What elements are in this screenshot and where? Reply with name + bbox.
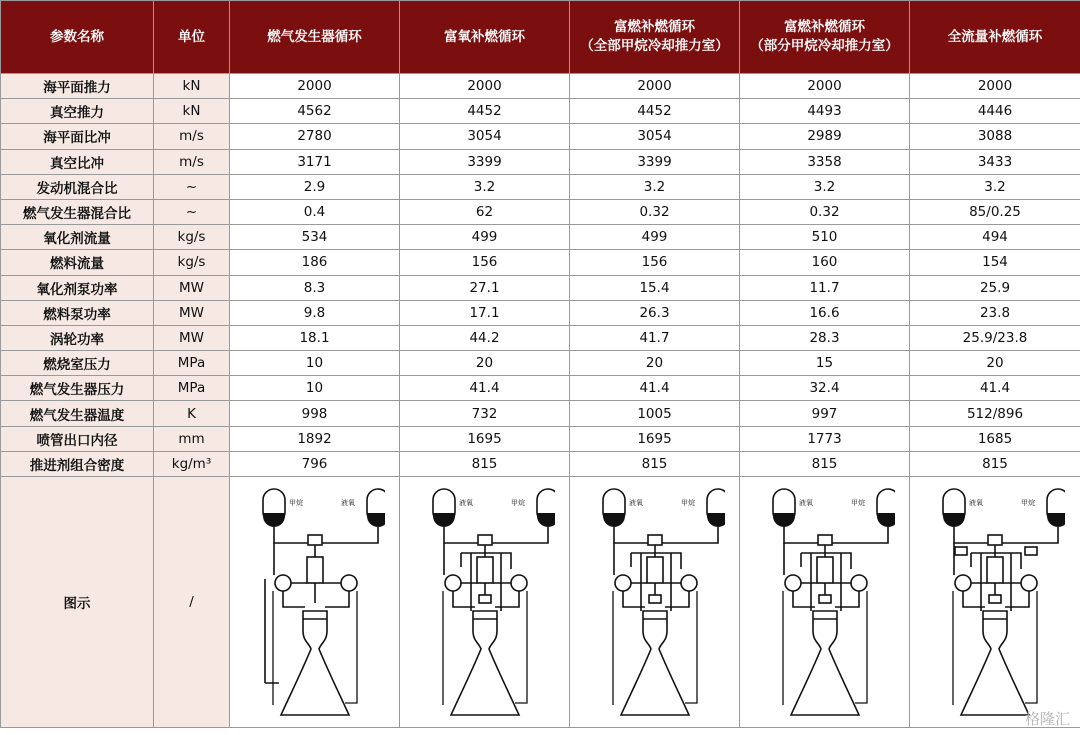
parameter-unit: kg/m³ [154, 451, 230, 476]
parameter-name: 发动机混合比 [1, 174, 154, 199]
fuel-pump [275, 575, 291, 591]
value-cell: 499 [400, 225, 570, 250]
column-header-0 [1, 1, 154, 74]
cycle-schematic-diagram [755, 483, 895, 721]
table-row [1, 376, 1080, 401]
value-cell: 10 [230, 376, 400, 401]
parameter-name: 燃气发生器压力 [1, 376, 154, 401]
column-header-title: 全流量补燃循环 [947, 28, 1043, 45]
parameter-unit: ~ [154, 199, 230, 224]
value-cell: 2000 [570, 74, 740, 99]
value-cell: 3358 [740, 149, 910, 174]
gas-generator [818, 535, 832, 545]
cycle-schematic-diagram [925, 483, 1065, 721]
oxidizer-pump [511, 575, 527, 591]
value-cell: 156 [570, 250, 740, 275]
column-header-title: 富氧补燃循环 [444, 28, 525, 45]
valve [989, 595, 1001, 603]
cycle-schematic-diagram [245, 483, 385, 721]
feed-line [274, 527, 378, 557]
table-row [1, 149, 1080, 174]
value-cell: 41.7 [570, 325, 740, 350]
value-cell: 998 [230, 401, 400, 426]
parameter-name: 推进剂组合密度 [1, 451, 154, 476]
left-tank-label: 甲烷 [288, 499, 303, 507]
value-cell: 1685 [910, 426, 1080, 451]
turbine [817, 557, 833, 583]
oxidizer-pump [341, 575, 357, 591]
cycle-schematic-cell [740, 477, 910, 728]
column-header-3 [400, 1, 570, 74]
parameter-name: 氧化剂流量 [1, 225, 154, 250]
gas-generator [988, 535, 1002, 545]
value-cell: 26.3 [570, 300, 740, 325]
header-row [1, 1, 1080, 74]
parameter-unit: mm [154, 426, 230, 451]
right-tank-label: 甲烷 [850, 499, 865, 507]
oxidizer-preburner [1025, 547, 1037, 555]
value-cell: 512/896 [910, 401, 1080, 426]
fuel-pump [445, 575, 461, 591]
column-header-subtitle: （部分甲烷冷却推力室） [750, 38, 899, 54]
fuel-preburner [955, 547, 967, 555]
left-tank-label: 液氧 [969, 499, 983, 507]
table-row [1, 174, 1080, 199]
value-cell: 3054 [570, 124, 740, 149]
column-header-6 [910, 1, 1080, 74]
value-cell: 20 [910, 351, 1080, 376]
value-cell: 1005 [570, 401, 740, 426]
table-row [1, 451, 1080, 476]
gas-generator [308, 535, 322, 545]
value-cell: 156 [400, 250, 570, 275]
tank-fill-right [707, 513, 725, 527]
value-cell: 4493 [740, 99, 910, 124]
value-cell: 815 [570, 451, 740, 476]
value-cell: 41.4 [400, 376, 570, 401]
parameter-name: 真空推力 [1, 99, 154, 124]
value-cell: 1773 [740, 426, 910, 451]
value-cell: 18.1 [230, 325, 400, 350]
value-cell: 3.2 [740, 174, 910, 199]
tank-fill-left [943, 513, 965, 527]
parameter-unit: MW [154, 275, 230, 300]
oxidizer-pump [851, 575, 867, 591]
exhaust-line [265, 579, 279, 683]
fuel-pump [785, 575, 801, 591]
parameter-name: 真空比冲 [1, 149, 154, 174]
valve [479, 595, 491, 603]
column-header-title: 参数名称 [50, 28, 104, 45]
value-cell: 3171 [230, 149, 400, 174]
value-cell: 2989 [740, 124, 910, 149]
tank-fill-left [433, 513, 455, 527]
table-row [1, 250, 1080, 275]
value-cell: 25.9/23.8 [910, 325, 1080, 350]
value-cell: 2780 [230, 124, 400, 149]
value-cell: 796 [230, 451, 400, 476]
tank-fill-right [877, 513, 895, 527]
column-header-2 [230, 1, 400, 74]
tank-fill-left [603, 513, 625, 527]
thrust-chamber-nozzle [961, 611, 1029, 715]
value-cell: 160 [740, 250, 910, 275]
value-cell: 20 [570, 351, 740, 376]
value-cell: 32.4 [740, 376, 910, 401]
right-tank-label: 甲烷 [510, 499, 525, 507]
value-cell: 8.3 [230, 275, 400, 300]
value-cell: 3433 [910, 149, 1080, 174]
value-cell: 2000 [740, 74, 910, 99]
cycle-schematic-cell [570, 477, 740, 728]
value-cell: 85/0.25 [910, 199, 1080, 224]
thrust-chamber-nozzle [791, 611, 859, 715]
table-header [1, 1, 1080, 74]
tank-fill-left [263, 513, 285, 527]
column-header-title: 富燃补燃循环 [614, 19, 695, 35]
turbine [647, 557, 663, 583]
table-body [1, 74, 1080, 728]
thrust-chamber-nozzle [451, 611, 519, 715]
cycle-schematic-diagram [585, 483, 725, 721]
parameter-unit: MPa [154, 351, 230, 376]
value-cell: 0.32 [570, 199, 740, 224]
value-cell: 186 [230, 250, 400, 275]
value-cell: 1695 [570, 426, 740, 451]
value-cell: 0.4 [230, 199, 400, 224]
value-cell: 4446 [910, 99, 1080, 124]
table-row [1, 325, 1080, 350]
value-cell: 15 [740, 351, 910, 376]
value-cell: 20 [400, 351, 570, 376]
column-header-1 [154, 1, 230, 74]
gas-generator [478, 535, 492, 545]
parameter-unit: m/s [154, 124, 230, 149]
parameter-name: 涡轮功率 [1, 325, 154, 350]
value-cell: 4452 [400, 99, 570, 124]
value-cell: 2000 [230, 74, 400, 99]
tank-fill-right [1047, 513, 1065, 527]
tank-fill-right [537, 513, 555, 527]
column-header-title: 燃气发生器循环 [267, 28, 362, 45]
parameter-name: 氧化剂泵功率 [1, 275, 154, 300]
turbine [307, 557, 323, 583]
value-cell: 23.8 [910, 300, 1080, 325]
value-cell: 62 [400, 199, 570, 224]
parameter-name: 燃烧室压力 [1, 351, 154, 376]
value-cell: 732 [400, 401, 570, 426]
column-header-4 [570, 1, 740, 74]
table-row [1, 401, 1080, 426]
parameter-name: 燃气发生器混合比 [1, 199, 154, 224]
watermark: 格隆汇 [1024, 710, 1070, 728]
value-cell: 3399 [570, 149, 740, 174]
value-cell: 15.4 [570, 275, 740, 300]
parameter-unit: MPa [154, 376, 230, 401]
value-cell: 534 [230, 225, 400, 250]
value-cell: 17.1 [400, 300, 570, 325]
valve [649, 595, 661, 603]
gas-generator [648, 535, 662, 545]
value-cell: 3399 [400, 149, 570, 174]
value-cell: 27.1 [400, 275, 570, 300]
value-cell: 11.7 [740, 275, 910, 300]
parameter-name: 燃气发生器温度 [1, 401, 154, 426]
table-row [1, 426, 1080, 451]
oxidizer-pump [1021, 575, 1037, 591]
value-cell: 499 [570, 225, 740, 250]
value-cell: 2000 [400, 74, 570, 99]
value-cell: 154 [910, 250, 1080, 275]
value-cell: 41.4 [910, 376, 1080, 401]
value-cell: 28.3 [740, 325, 910, 350]
right-tank-label: 甲烷 [1021, 499, 1035, 507]
turbine [477, 557, 493, 583]
table-row [1, 300, 1080, 325]
fuel-pump [955, 575, 971, 591]
diagram-row [1, 477, 1080, 728]
value-cell: 1695 [400, 426, 570, 451]
parameter-name: 图示 [1, 477, 154, 728]
value-cell: 494 [910, 225, 1080, 250]
cycle-schematic-diagram [415, 483, 555, 721]
oxidizer-pump [681, 575, 697, 591]
column-header-title: 富燃补燃循环 [784, 19, 865, 35]
right-tank-label: 甲烷 [680, 499, 695, 507]
value-cell: 4452 [570, 99, 740, 124]
value-cell: 3.2 [400, 174, 570, 199]
turbine [987, 557, 1003, 583]
value-cell: 1892 [230, 426, 400, 451]
column-header-subtitle: （全部甲烷冷却推力室） [580, 38, 729, 54]
value-cell: 815 [910, 451, 1080, 476]
thrust-chamber-nozzle [281, 611, 349, 715]
value-cell: 10 [230, 351, 400, 376]
left-tank-label: 液氧 [458, 499, 473, 507]
column-header-5 [740, 1, 910, 74]
value-cell: 0.32 [740, 199, 910, 224]
fuel-pump [615, 575, 631, 591]
parameter-unit: kN [154, 74, 230, 99]
cycle-schematic-cell [400, 477, 570, 728]
value-cell: 3.2 [910, 174, 1080, 199]
right-tank-label: 液氧 [340, 499, 355, 507]
parameter-unit: K [154, 401, 230, 426]
left-tank-label: 液氧 [628, 499, 643, 507]
table-row [1, 225, 1080, 250]
parameter-name: 海平面比冲 [1, 124, 154, 149]
parameter-unit: ~ [154, 174, 230, 199]
value-cell: 16.6 [740, 300, 910, 325]
value-cell: 997 [740, 401, 910, 426]
cycle-schematic-cell [910, 477, 1080, 728]
parameter-unit: kN [154, 99, 230, 124]
valve [819, 595, 831, 603]
parameter-name: 喷管出口内径 [1, 426, 154, 451]
value-cell: 3054 [400, 124, 570, 149]
value-cell: 4562 [230, 99, 400, 124]
parameter-unit: / [154, 477, 230, 728]
value-cell: 2000 [910, 74, 1080, 99]
table-row [1, 74, 1080, 99]
tank-fill-right [367, 513, 385, 527]
table-row [1, 124, 1080, 149]
parameter-unit: m/s [154, 149, 230, 174]
parameter-unit: MW [154, 325, 230, 350]
value-cell: 2.9 [230, 174, 400, 199]
value-cell: 3.2 [570, 174, 740, 199]
thrust-chamber-nozzle [621, 611, 689, 715]
parameter-unit: kg/s [154, 250, 230, 275]
table-row [1, 351, 1080, 376]
tank-fill-left [773, 513, 795, 527]
parameter-unit: MW [154, 300, 230, 325]
parameter-unit: kg/s [154, 225, 230, 250]
value-cell: 44.2 [400, 325, 570, 350]
column-header-title: 单位 [178, 28, 205, 45]
parameter-name: 海平面推力 [1, 74, 154, 99]
cycle-schematic-cell [230, 477, 400, 728]
parameter-name: 燃料泵功率 [1, 300, 154, 325]
value-cell: 815 [400, 451, 570, 476]
table-row [1, 275, 1080, 300]
value-cell: 41.4 [570, 376, 740, 401]
value-cell: 25.9 [910, 275, 1080, 300]
value-cell: 510 [740, 225, 910, 250]
parameter-name: 燃料流量 [1, 250, 154, 275]
value-cell: 815 [740, 451, 910, 476]
left-tank-label: 液氧 [798, 499, 813, 507]
table-row [1, 199, 1080, 224]
table-row [1, 99, 1080, 124]
value-cell: 9.8 [230, 300, 400, 325]
value-cell: 3088 [910, 124, 1080, 149]
